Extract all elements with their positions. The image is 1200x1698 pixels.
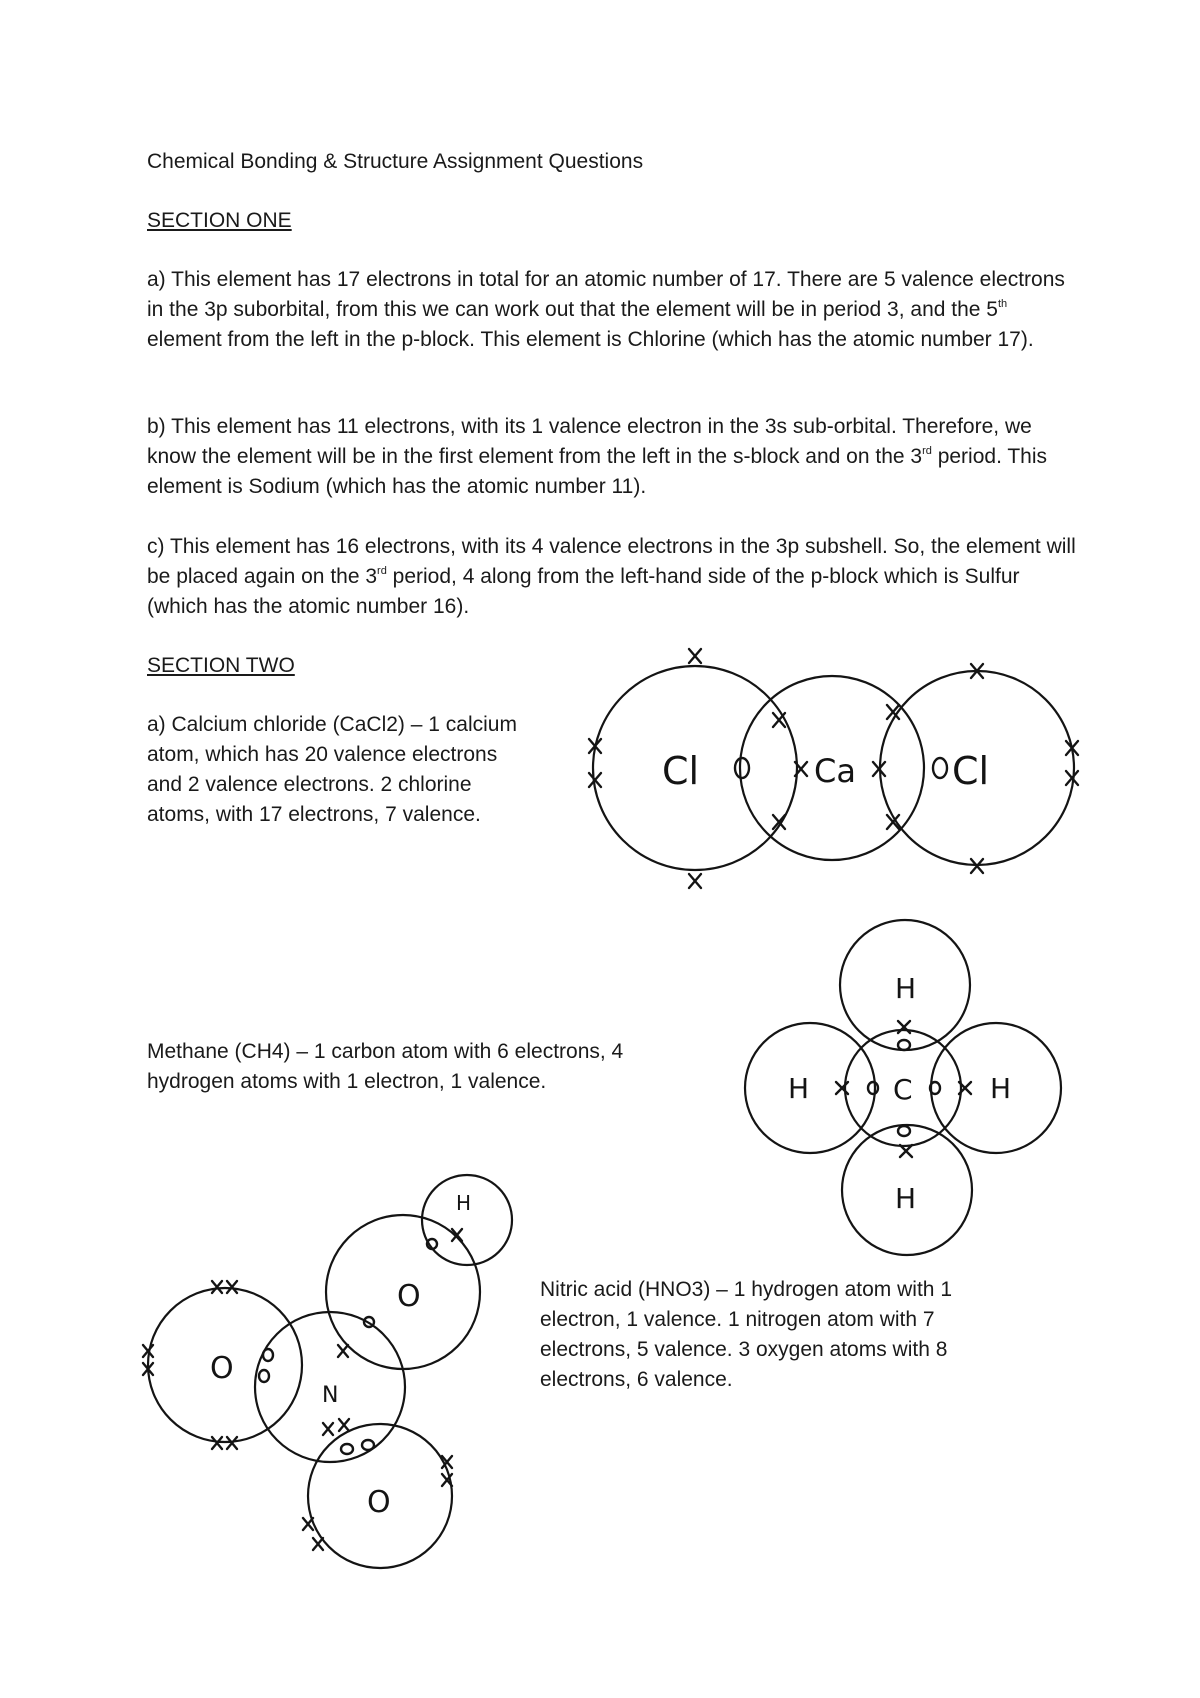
cross-electron bbox=[339, 1419, 349, 1431]
oxygen-left-label: O bbox=[210, 1351, 234, 1386]
cross-electron bbox=[689, 874, 701, 888]
section-one-heading: SECTION ONE bbox=[147, 209, 292, 232]
nitric-acid-description: Nitric acid (HNO3) – 1 hydrogen atom with 1 electron, 1 valence. 1 nitrogen atom with 7 electrons, 5 valence. 3 oxygen atoms with 8 electrons, 6 valence. bbox=[540, 1278, 952, 1391]
hydrogen-shell bbox=[422, 1175, 512, 1265]
cross-electron bbox=[212, 1437, 222, 1449]
dot-electron bbox=[362, 1440, 374, 1450]
cacl2-diagram bbox=[570, 632, 1100, 914]
hydrogen-bottom-label: H bbox=[895, 1182, 917, 1215]
ca-label: Ca bbox=[814, 752, 856, 790]
nitric-acid-diagram-svg bbox=[140, 1160, 540, 1580]
answer-c bbox=[147, 532, 1077, 622]
answer-c-text-2: period, 4 along from the left-hand side of the p-block which is Sulfur (which has the atomic number 16). bbox=[147, 565, 1020, 618]
methane-description: Methane (CH4) – 1 carbon atom with 6 electrons, 4 hydrogen atoms with 1 electron, 1 valence. bbox=[147, 1040, 624, 1093]
cacl2-description: a) Calcium chloride (CaCl2) – 1 calcium atom, which has 20 valence electrons and 2 valence electrons. 2 chlorine atoms, with 17 electrons, 7 valence. bbox=[147, 713, 517, 826]
cross-electron bbox=[313, 1538, 323, 1550]
cross-electron bbox=[212, 1281, 222, 1293]
cross-electron bbox=[898, 1021, 910, 1033]
cacl2-diagram-svg bbox=[570, 632, 1100, 914]
answer-a-text-2: element from the left in the p-block. This element is Chlorine (which has the atomic number 17). bbox=[147, 328, 1034, 351]
cross-electron bbox=[323, 1423, 333, 1435]
methane-diagram-svg bbox=[730, 918, 1070, 1258]
answer-b bbox=[147, 412, 1077, 502]
answer-a-sup: th bbox=[997, 298, 1008, 310]
answer-b-text-2: period. This element is Sodium (which has the atomic number 11). bbox=[147, 445, 1048, 498]
answer-b-sup: rd bbox=[922, 445, 932, 457]
cl-left-label: Cl bbox=[662, 749, 700, 793]
oxygen-bottom-label: O bbox=[367, 1485, 391, 1520]
dot-electron bbox=[735, 758, 749, 778]
dot-electron bbox=[341, 1444, 353, 1454]
dot-electron bbox=[263, 1349, 273, 1361]
hydrogen-top-label: H bbox=[895, 972, 917, 1005]
cross-electron bbox=[338, 1345, 348, 1357]
answer-c-sup: rd bbox=[377, 565, 387, 577]
hydrogen-right-label: H bbox=[990, 1072, 1012, 1105]
hydrogen-left-shell bbox=[745, 1023, 875, 1153]
page-title: Chemical Bonding & Structure Assignment Questions bbox=[147, 150, 644, 173]
methane-diagram bbox=[730, 918, 1070, 1258]
cross-electron bbox=[303, 1518, 313, 1530]
nitrogen-label: N bbox=[322, 1383, 339, 1408]
dot-electron bbox=[933, 758, 947, 778]
hydrogen-label: H bbox=[456, 1191, 472, 1215]
cl-right-label: Cl bbox=[952, 749, 990, 793]
answer-a-text-1: a) This element has 17 electrons in total for an atomic number of 17. There are 5 valence electrons in the 3p suborbital, from this we can work out that the element will be in period 3, and the 5 bbox=[147, 268, 1065, 321]
oxygen-top-label: O bbox=[397, 1279, 421, 1314]
hydrogen-left-label: H bbox=[788, 1072, 810, 1105]
dot-electron bbox=[868, 1082, 878, 1094]
dot-electron bbox=[898, 1126, 910, 1136]
nitric-acid-diagram bbox=[140, 1160, 540, 1580]
cross-electron bbox=[689, 649, 701, 663]
section-two-heading: SECTION TWO bbox=[147, 654, 295, 677]
cross-electrons bbox=[143, 1229, 462, 1550]
answer-b-text-1: b) This element has 11 electrons, with its 1 valence electron in the 3s sub-orbital. Therefore, we know the element will be in the first element from the left in the s-block and on the 3 bbox=[147, 415, 1032, 468]
cross-electron bbox=[773, 713, 785, 727]
answer-c-text-1: c) This element has 16 electrons, with its 4 valence electrons in the 3p subshell. So, the element will be placed again on the 3 bbox=[147, 535, 1076, 588]
carbon-label: C bbox=[893, 1073, 913, 1106]
answer-a bbox=[147, 265, 1077, 355]
cross-electron bbox=[836, 1082, 848, 1094]
dot-electron bbox=[898, 1040, 910, 1050]
dot-electron bbox=[259, 1370, 269, 1382]
